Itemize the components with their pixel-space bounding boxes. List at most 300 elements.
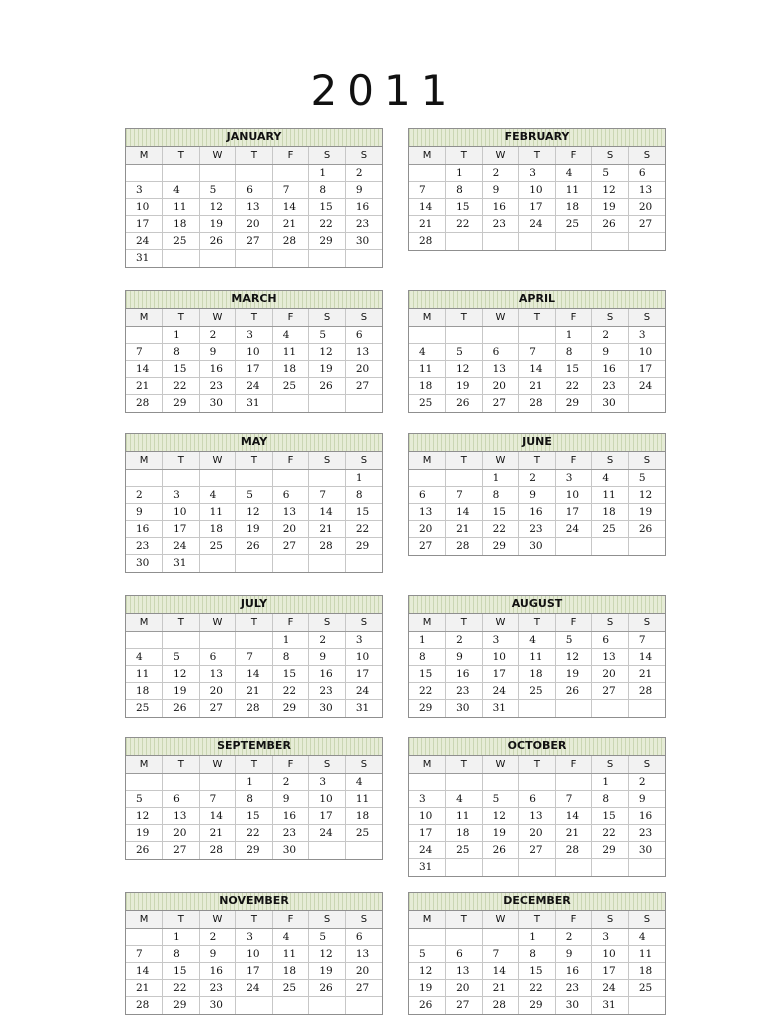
month-grid [409,756,665,876]
day-cell: 27 [482,395,519,412]
week-row [409,395,665,412]
weekday-label: S [309,756,346,774]
week-row [126,774,382,791]
week-row [126,521,382,538]
day-cell: 30 [446,700,483,717]
day-cell: 24 [126,233,163,250]
week-row [126,182,382,199]
day-cell: 23 [555,980,592,997]
day-cell [446,327,483,344]
day-cell [309,997,346,1014]
day-cell: 19 [199,216,236,233]
day-cell [345,395,382,412]
day-cell: 3 [309,774,346,791]
day-cell: 2 [345,165,382,182]
day-cell: 9 [482,182,519,199]
day-cell: 5 [628,470,665,487]
weekday-label: W [482,452,519,470]
day-cell [519,233,556,250]
weekday-header-row [409,756,665,774]
weekday-header-row [409,911,665,929]
day-cell: 29 [555,395,592,412]
day-cell [446,774,483,791]
month-name: SEPTEMBER [126,738,382,756]
day-cell: 16 [199,963,236,980]
day-cell: 21 [409,216,446,233]
day-cell [482,774,519,791]
day-cell: 6 [199,649,236,666]
day-cell: 24 [236,980,273,997]
day-cell: 24 [309,825,346,842]
day-cell: 22 [409,683,446,700]
day-cell: 8 [163,946,200,963]
weekday-label: M [126,911,163,929]
month-name: MAY [126,434,382,452]
day-cell: 31 [126,250,163,267]
day-cell: 29 [482,538,519,555]
day-cell [236,555,273,572]
day-cell: 7 [409,182,446,199]
day-cell: 6 [592,632,629,649]
day-cell: 21 [126,980,163,997]
day-cell: 14 [126,361,163,378]
day-cell: 3 [345,632,382,649]
day-cell: 7 [555,791,592,808]
day-cell: 20 [236,216,273,233]
day-cell: 17 [592,963,629,980]
day-cell: 4 [272,327,309,344]
day-cell: 6 [628,165,665,182]
week-row [126,666,382,683]
weekday-label: W [199,911,236,929]
week-row [126,649,382,666]
weekday-label: F [272,756,309,774]
day-cell: 20 [409,521,446,538]
weekday-label: F [272,452,309,470]
day-cell: 21 [309,521,346,538]
day-cell: 8 [409,649,446,666]
day-cell: 27 [345,980,382,997]
day-cell [236,165,273,182]
day-cell: 19 [309,963,346,980]
weekday-label: S [345,452,382,470]
weekday-label: F [555,911,592,929]
weekday-label: S [309,147,346,165]
day-cell: 8 [592,791,629,808]
month-name: AUGUST [409,596,665,614]
day-cell: 26 [628,521,665,538]
month-october [408,737,666,877]
weekday-label: S [592,452,629,470]
month-grid [409,614,665,717]
day-cell: 2 [555,929,592,946]
weekday-label: T [519,147,556,165]
day-cell [345,555,382,572]
weekday-label: T [519,614,556,632]
day-cell: 27 [592,683,629,700]
day-cell [482,859,519,876]
day-cell: 26 [309,980,346,997]
day-cell: 20 [345,361,382,378]
day-cell: 8 [555,344,592,361]
week-row [409,216,665,233]
day-cell: 28 [446,538,483,555]
day-cell: 6 [519,791,556,808]
day-cell: 4 [409,344,446,361]
day-cell: 22 [236,825,273,842]
weekday-header-row [126,147,382,165]
month-september [125,737,383,860]
day-cell: 11 [272,946,309,963]
day-cell: 16 [519,504,556,521]
day-cell: 15 [592,808,629,825]
week-row [409,825,665,842]
day-cell: 25 [555,216,592,233]
day-cell: 26 [126,842,163,859]
day-cell [446,859,483,876]
week-row [126,791,382,808]
day-cell [236,250,273,267]
week-row [126,395,382,412]
weekday-label: M [126,756,163,774]
day-cell [555,233,592,250]
weekday-header-row [126,911,382,929]
day-cell: 8 [309,182,346,199]
day-cell: 10 [236,946,273,963]
weekday-label: S [628,147,665,165]
day-cell: 31 [592,997,629,1014]
week-row [409,859,665,876]
day-cell: 12 [592,182,629,199]
day-cell [272,470,309,487]
weekday-label: F [555,614,592,632]
day-cell: 7 [446,487,483,504]
month-july [125,595,383,718]
day-cell: 7 [126,946,163,963]
week-row [409,538,665,555]
day-cell: 31 [163,555,200,572]
day-cell: 18 [628,963,665,980]
day-cell: 25 [592,521,629,538]
week-row [409,233,665,250]
week-row [409,649,665,666]
day-cell: 12 [628,487,665,504]
day-cell: 2 [482,165,519,182]
week-row [409,963,665,980]
day-cell: 13 [163,808,200,825]
weekday-label: S [592,756,629,774]
weekday-header-row [409,309,665,327]
day-cell: 28 [126,997,163,1014]
day-cell: 16 [309,666,346,683]
month-grid [126,756,382,859]
weekday-label: T [446,309,483,327]
day-cell: 21 [628,666,665,683]
weekday-label: T [446,614,483,632]
day-cell: 3 [628,327,665,344]
day-cell: 1 [309,165,346,182]
day-cell: 20 [199,683,236,700]
day-cell: 23 [592,378,629,395]
day-cell: 14 [555,808,592,825]
day-cell: 27 [628,216,665,233]
day-cell [272,997,309,1014]
month-name: OCTOBER [409,738,665,756]
day-cell: 31 [409,859,446,876]
day-cell: 19 [126,825,163,842]
weekday-label: W [199,452,236,470]
day-cell: 2 [446,632,483,649]
weekday-label: S [345,614,382,632]
day-cell: 19 [163,683,200,700]
day-cell: 4 [446,791,483,808]
month-grid [409,147,665,250]
day-cell [446,233,483,250]
day-cell: 11 [409,361,446,378]
day-cell: 15 [482,504,519,521]
day-cell: 29 [309,233,346,250]
day-cell: 10 [236,344,273,361]
day-cell [126,165,163,182]
week-row [126,233,382,250]
day-cell [628,395,665,412]
day-cell: 23 [519,521,556,538]
month-grid [126,309,382,412]
day-cell: 13 [446,963,483,980]
day-cell [272,555,309,572]
day-cell: 15 [519,963,556,980]
week-row [126,997,382,1014]
day-cell [345,250,382,267]
day-cell [409,774,446,791]
week-row [126,250,382,267]
day-cell: 2 [628,774,665,791]
day-cell: 28 [236,700,273,717]
day-cell: 3 [236,327,273,344]
day-cell: 9 [309,649,346,666]
day-cell [163,774,200,791]
weekday-label: T [163,614,200,632]
day-cell: 27 [519,842,556,859]
weekday-label: T [519,309,556,327]
day-cell: 10 [126,199,163,216]
weekday-header-row [409,452,665,470]
day-cell: 17 [236,963,273,980]
day-cell: 30 [126,555,163,572]
day-cell: 2 [519,470,556,487]
month-august [408,595,666,718]
weekday-label: T [163,911,200,929]
weekday-label: T [236,309,273,327]
month-name: FEBRUARY [409,129,665,147]
weekday-label: F [272,614,309,632]
weekday-label: W [482,147,519,165]
day-cell: 1 [446,165,483,182]
day-cell: 13 [199,666,236,683]
day-cell: 5 [446,344,483,361]
week-row [409,327,665,344]
week-row [409,378,665,395]
day-cell: 22 [309,216,346,233]
day-cell: 18 [345,808,382,825]
weekday-label: T [446,911,483,929]
day-cell: 5 [482,791,519,808]
day-cell: 13 [482,361,519,378]
day-cell: 17 [126,216,163,233]
month-march [125,290,383,413]
weekday-label: T [236,911,273,929]
week-row [409,683,665,700]
day-cell: 9 [446,649,483,666]
day-cell: 6 [409,487,446,504]
weekday-label: T [236,452,273,470]
weekday-header-row [126,452,382,470]
day-cell: 22 [446,216,483,233]
day-cell: 5 [199,182,236,199]
week-row [409,487,665,504]
month-name: NOVEMBER [126,893,382,911]
month-november [125,892,383,1015]
week-row [126,825,382,842]
day-cell: 19 [409,980,446,997]
day-cell: 17 [236,361,273,378]
day-cell: 21 [236,683,273,700]
month-january [125,128,383,268]
day-cell: 4 [628,929,665,946]
weekday-label: W [199,756,236,774]
day-cell: 31 [236,395,273,412]
day-cell: 23 [482,216,519,233]
month-april [408,290,666,413]
day-cell: 10 [628,344,665,361]
weekday-label: F [272,147,309,165]
day-cell: 23 [126,538,163,555]
weekday-header-row [126,614,382,632]
day-cell: 16 [126,521,163,538]
day-cell: 23 [446,683,483,700]
day-cell: 15 [163,361,200,378]
day-cell: 22 [519,980,556,997]
day-cell: 30 [628,842,665,859]
day-cell [628,233,665,250]
day-cell: 27 [236,233,273,250]
day-cell: 9 [628,791,665,808]
day-cell: 29 [409,700,446,717]
weekday-label: F [555,309,592,327]
day-cell: 12 [199,199,236,216]
day-cell: 13 [409,504,446,521]
day-cell: 30 [592,395,629,412]
day-cell: 25 [628,980,665,997]
day-cell: 18 [409,378,446,395]
weekday-label: W [199,147,236,165]
day-cell: 23 [272,825,309,842]
day-cell: 16 [446,666,483,683]
day-cell: 15 [163,963,200,980]
day-cell: 6 [482,344,519,361]
day-cell: 22 [482,521,519,538]
day-cell: 15 [272,666,309,683]
day-cell: 26 [236,538,273,555]
day-cell: 15 [309,199,346,216]
day-cell: 11 [519,649,556,666]
day-cell: 1 [592,774,629,791]
week-row [409,165,665,182]
day-cell [482,327,519,344]
weekday-label: S [345,756,382,774]
day-cell [309,842,346,859]
day-cell: 29 [236,842,273,859]
day-cell: 27 [446,997,483,1014]
day-cell: 17 [519,199,556,216]
weekday-label: F [272,911,309,929]
day-cell: 30 [199,997,236,1014]
weekday-label: S [345,911,382,929]
day-cell: 1 [482,470,519,487]
day-cell: 10 [345,649,382,666]
day-cell: 13 [519,808,556,825]
day-cell: 5 [592,165,629,182]
day-cell: 25 [409,395,446,412]
month-december [408,892,666,1015]
weekday-label: M [409,614,446,632]
weekday-label: M [409,452,446,470]
month-name: JUNE [409,434,665,452]
day-cell: 13 [592,649,629,666]
day-cell [519,774,556,791]
day-cell: 12 [555,649,592,666]
day-cell: 25 [126,700,163,717]
day-cell: 7 [482,946,519,963]
day-cell: 28 [272,233,309,250]
day-cell: 3 [482,632,519,649]
day-cell: 19 [555,666,592,683]
day-cell: 30 [272,842,309,859]
day-cell: 2 [199,929,236,946]
weekday-label: S [628,614,665,632]
week-row [409,199,665,216]
day-cell: 12 [309,344,346,361]
day-cell [409,165,446,182]
day-cell: 16 [272,808,309,825]
week-row [126,378,382,395]
day-cell: 26 [446,395,483,412]
day-cell: 23 [199,378,236,395]
day-cell: 12 [309,946,346,963]
day-cell: 26 [482,842,519,859]
day-cell: 22 [345,521,382,538]
day-cell: 1 [236,774,273,791]
day-cell: 2 [199,327,236,344]
weekday-label: T [519,452,556,470]
day-cell: 8 [519,946,556,963]
day-cell [163,632,200,649]
day-cell: 23 [345,216,382,233]
day-cell: 4 [345,774,382,791]
weekday-label: S [592,614,629,632]
day-cell: 24 [236,378,273,395]
month-grid [409,452,665,555]
day-cell: 27 [163,842,200,859]
weekday-label: M [409,911,446,929]
day-cell: 13 [236,199,273,216]
day-cell: 28 [482,997,519,1014]
month-february [408,128,666,251]
day-cell: 8 [272,649,309,666]
day-cell [163,165,200,182]
day-cell: 21 [519,378,556,395]
day-cell: 17 [309,808,346,825]
